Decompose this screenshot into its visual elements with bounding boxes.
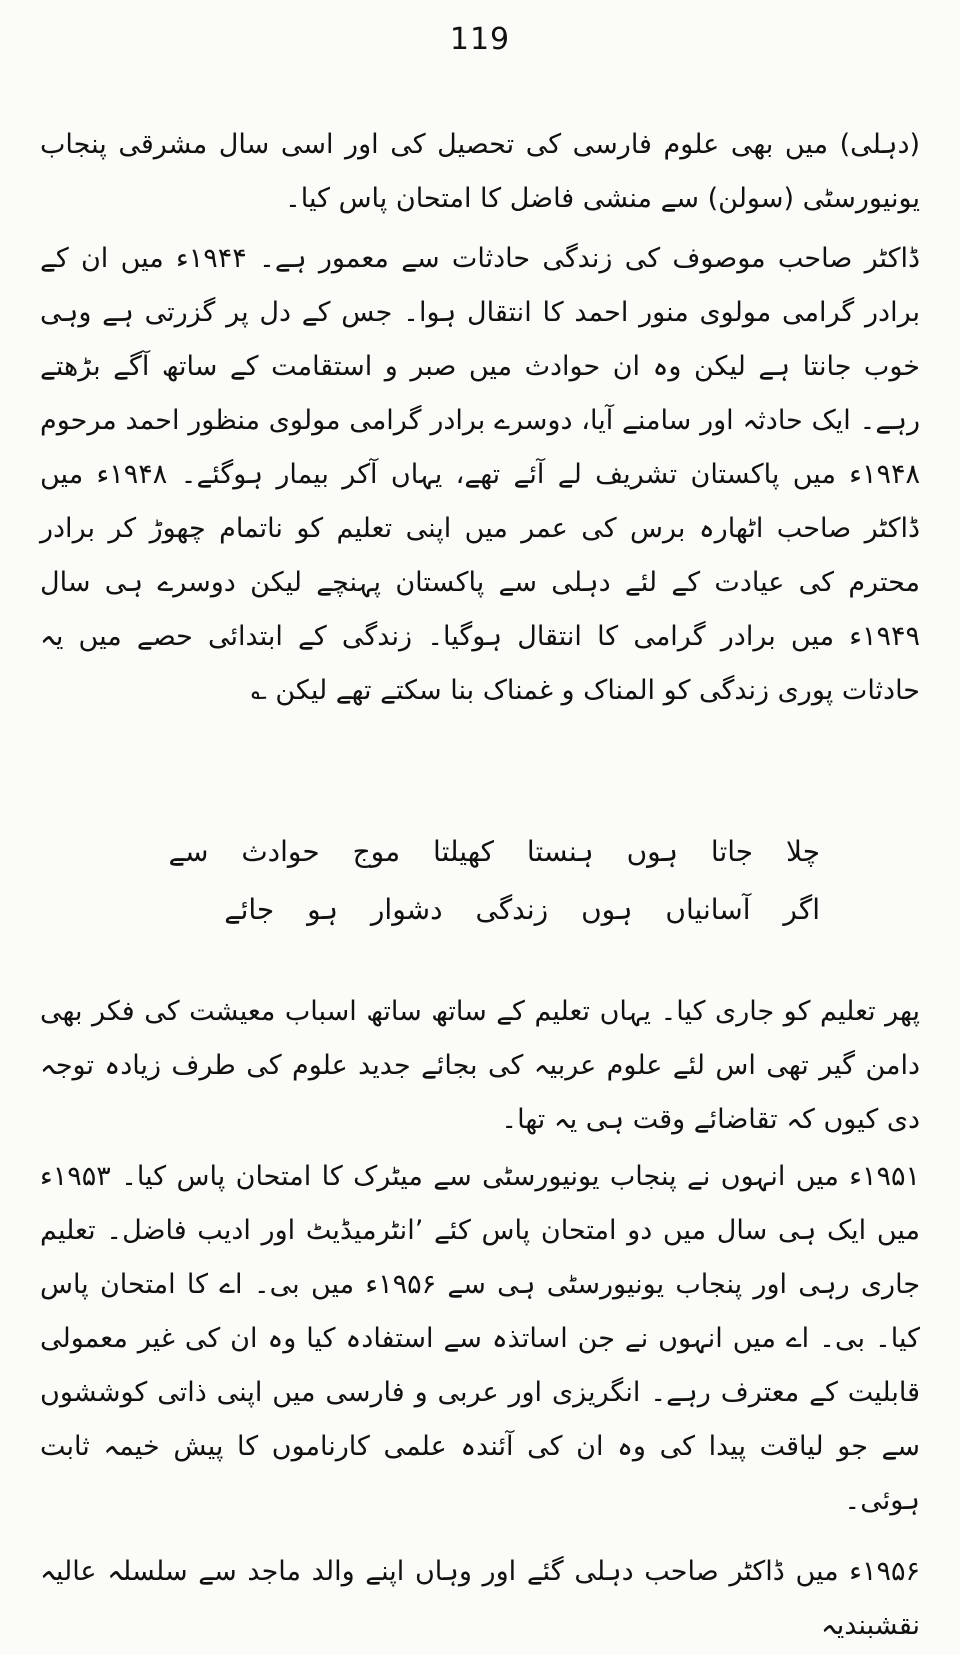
paragraph-2: ڈاکٹر صاحب موصوف کی زندگی حادثات سے معمور ہے۔ ۱۹۴۴ء میں ان کے برادر گرامی مولوی منور احمد کا انتقال ہوا۔ جس کے دل پر گزرتی ہے وہی خوب جانتا ہے لیکن وہ ان حوادث میں صبر و استقامت کے ساتھ آگے بڑھتے رہے۔ ایک حادثہ اور سامنے آیا، دوسرے برادر گرامی مولوی منظور احمد مرحوم ۱۹۴۸ء میں پاکستان تشریف لے آئے تھے، یہاں آکر بیمار ہوگئے۔ ۱۹۴۸ء میں ڈاکٹر صاحب اٹھارہ برس کی عمر میں اپنی تعلیم کو ناتمام چھوڑ کر برادر محترم کی عیادت کے لئے دہلی سے پاکستان پہنچے لیکن دوسرے ہی سال ۱۹۴۹ء میں برادر گرامی کا انتقال ہوگیا۔ زندگی کے ابتدائی حصے میں یہ حادثات پوری زندگی کو المناک و غمناک بنا سکتے تھے لیکن ؎ (40, 243, 920, 706)
verse-line-1: چلا جاتا ہوں ہنستا کھیلتا موج حوادث سے (168, 835, 820, 868)
paragraph-3: پھر تعلیم کو جاری کیا۔ یہاں تعلیم کے ساتھ ساتھ اسباب معیشت کی فکر بھی دامن گیر تھی اس لئے علوم عربیہ کی بجائے جدید علوم کی طرف زیادہ توجہ دی کیوں کہ تقاضائے وقت ہی یہ تھا۔ (40, 996, 920, 1135)
paragraph-4: ۱۹۵۱ء میں انہوں نے پنجاب یونیورسٹی سے میٹرک کا امتحان پاس کیا۔ ۱۹۵۳ء میں ایک ہی سال میں دو امتحان پاس کئے ’انٹرمیڈیٹ اور ادیب فاضل۔ تعلیم جاری رہی اور پنجاب یونیورسٹی ہی سے ۱۹۵۶ء میں بی۔ اے کا امتحان پاس کیا۔ بی۔ اے میں انہوں نے جن اساتذہ سے استفادہ کیا وہ ان کی غیر معمولی قابلیت کے معترف رہے۔ انگریزی اور عربی و فارسی میں اپنی ذاتی کوششوں سے جو لیاقت پیدا کی وہ ان کی آئندہ علمی کارناموں کا پیش خیمہ ثابت ہوئی۔ (40, 1161, 921, 1516)
page-number: 119 (449, 22, 511, 57)
paragraph-5: ۱۹۵۶ء میں ڈاکٹر صاحب دہلی گئے اور وہاں اپنے والد ماجد سے سلسلہ عالیہ نقشبندیہ (40, 1556, 920, 1641)
verse-line-2: اگر آسانیاں ہوں زندگی دشوار ہو جائے (224, 893, 820, 926)
paragraph-1: (دہلی) میں بھی علوم فارسی کی تحصیل کی اور اسی سال مشرقی پنجاب یونیورسٹی (سولن) سے منشی فاضل کا امتحان پاس کیا۔ (40, 129, 920, 214)
